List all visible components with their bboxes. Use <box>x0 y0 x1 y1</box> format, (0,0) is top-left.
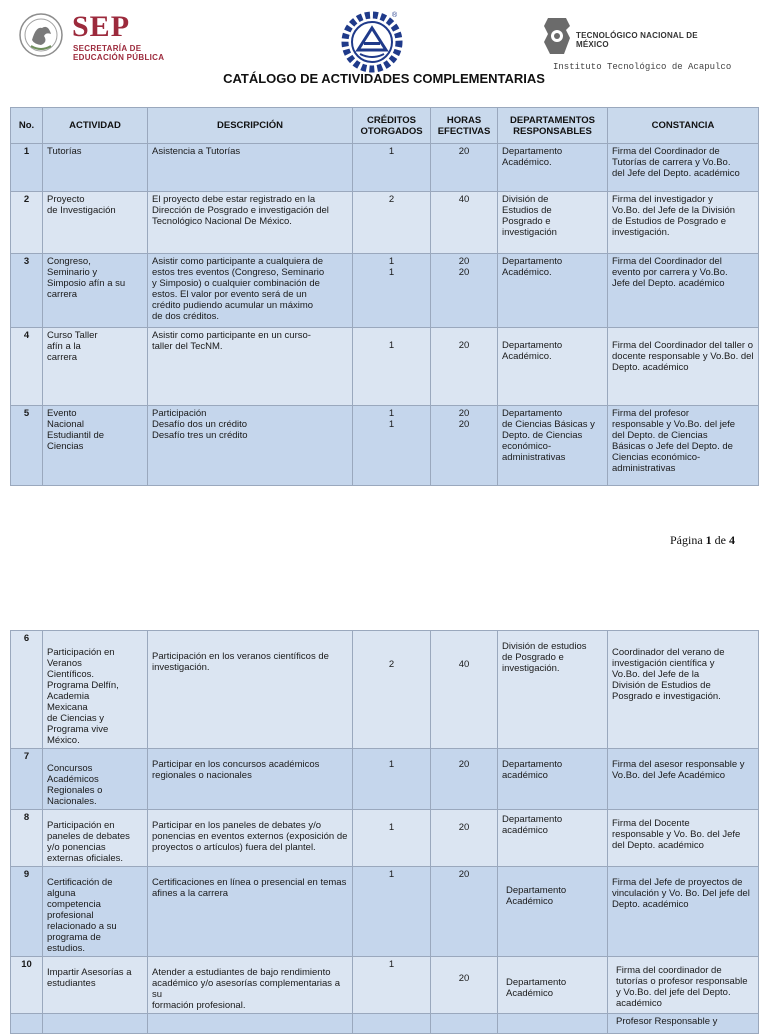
cell-departamento: Departamento Académico. <box>498 254 608 328</box>
cell-actividad: Participación en paneles de debates y/o ponencias externas oficiales. <box>43 810 148 867</box>
cell-creditos: 1 1 <box>353 254 431 328</box>
cell-departamento: División de estudios de Posgrado e investigación. <box>498 631 608 749</box>
cell-descripcion: Asistencia a Tutorías <box>148 144 353 192</box>
cell-descripcion: El proyecto debe estar registrado en la Dirección de Posgrado e investigación del Tecnológico Nacional De México. <box>148 192 353 254</box>
svg-text:®: ® <box>392 12 398 19</box>
page-total: 4 <box>729 533 735 547</box>
cell-constancia: Firma del profesor responsable y Vo.Bo. del jefe del Depto. de Ciencias Básicas o Jefe del Depto. de Ciencias económico- administrativas <box>608 406 759 486</box>
cell-departamento: División de Estudios de Posgrado e investigación <box>498 192 608 254</box>
cell-departamento: Departamento Académico <box>498 957 608 1014</box>
cell-horas: 40 <box>431 192 498 254</box>
page-current: 1 <box>705 533 712 547</box>
table-row <box>11 328 759 406</box>
table-row <box>11 957 759 1014</box>
cell-constancia: Firma del Coordinador del taller o docente responsable y Vo.Bo. del Depto. académico <box>608 328 759 406</box>
tecnm-name: TECNOLÓGICO NACIONAL DE MÉXICO <box>576 31 698 49</box>
cell-descripcion: Asistir como participante en un curso- taller del TecNM. <box>148 328 353 406</box>
header-horas: HORAS EFECTIVAS <box>431 108 498 144</box>
cell-creditos: 1 <box>353 328 431 406</box>
cell-horas: 20 20 <box>431 254 498 328</box>
cell-no: 6 <box>11 631 43 749</box>
cell-constancia: Firma del Coordinador de Tutorías de carrera y Vo.Bo. del Jefe del Depto. académico <box>608 144 759 192</box>
cell-horas: 20 <box>431 749 498 810</box>
mexico-eagle-emblem-icon <box>18 12 64 58</box>
table-header-row <box>11 108 759 144</box>
cell-actividad: Participación en Veranos Científicos. Programa Delfín, Academia Mexicana de Ciencias y Programa vive México. <box>43 631 148 749</box>
sep-wordmark: SEP <box>72 10 131 43</box>
table-row <box>11 144 759 192</box>
document-title: CATÁLOGO DE ACTIVIDADES COMPLEMENTARIAS <box>223 71 545 86</box>
header-constancia: CONSTANCIA <box>608 108 759 144</box>
cell-descripcion: Certificaciones en línea o presencial en temas afines a la carrera <box>148 867 353 957</box>
cell-actividad: Evento Nacional Estudiantil de Ciencias <box>43 406 148 486</box>
cell-creditos: 2 <box>353 192 431 254</box>
cell-horas: 20 20 <box>431 406 498 486</box>
cell-departamento: Departamento académico <box>498 749 608 810</box>
table-row <box>11 254 759 328</box>
cell-creditos: 2 <box>353 631 431 749</box>
cell-actividad: Proyecto de Investigación <box>43 192 148 254</box>
cell-creditos: 1 <box>353 144 431 192</box>
cell-no: 8 <box>11 810 43 867</box>
cell-creditos: 1 1 <box>353 406 431 486</box>
tecnm-gear-icon <box>542 16 572 56</box>
cell-descripcion: Asistir como participante a cualquiera de estos tres eventos (Congreso, Seminario y Simposio) o cualquier combinación de estos. El valor por evento será de un crédito pudiendo acumular un máximo de dos créditos. <box>148 254 353 328</box>
cell-actividad: Concursos Académicos Regionales o Nacionales. <box>43 749 148 810</box>
cell-actividad: Congreso, Seminario y Simposio afín a su carrera <box>43 254 148 328</box>
cell-departamento: Departamento Académico. <box>498 144 608 192</box>
cell-constancia: Firma del Docente responsable y Vo. Bo. del Jefe del Depto. académico <box>608 810 759 867</box>
cell-departamento: Departamento académico <box>498 810 608 867</box>
page-header <box>0 0 768 100</box>
cell-constancia: Firma del asesor responsable y Vo.Bo. del Jefe Académico <box>608 749 759 810</box>
cell-horas: 20 <box>431 957 498 1014</box>
tecnm-logo <box>542 16 732 56</box>
activities-table <box>10 107 759 486</box>
cell-creditos: 1 <box>353 867 431 957</box>
cell-departamento: Departamento Académico <box>498 867 608 957</box>
cell-constancia: Firma del coordinador de tutorías o profesor responsable y Vo.Bo. del jefe del Depto. académico <box>608 957 759 1014</box>
cell-no: 2 <box>11 192 43 254</box>
instituto-name: Instituto Tecnológico de Acapulco <box>553 62 732 72</box>
page-middle: de <box>711 533 729 547</box>
cell-no: 7 <box>11 749 43 810</box>
cell-constancia: Firma del Jefe de proyectos de vinculación y Vo. Bo. Del jefe del Depto. académico <box>608 867 759 957</box>
table-row <box>11 192 759 254</box>
cell-horas: 20 <box>431 810 498 867</box>
table-row <box>11 631 759 749</box>
cell-no: 1 <box>11 144 43 192</box>
cell-horas: 20 <box>431 328 498 406</box>
cell-no: 9 <box>11 867 43 957</box>
cell-descripcion: Participar en los concursos académicos regionales o nacionales <box>148 749 353 810</box>
cell-no: 5 <box>11 406 43 486</box>
activities-table-continued <box>10 630 759 1034</box>
cell-no: 4 <box>11 328 43 406</box>
cell-creditos: 1 <box>353 957 431 1014</box>
cell-constancia: Coordinador del verano de investigación científica y Vo.Bo. del Jefe de la División de Estudios de Posgrado e investigación. <box>608 631 759 749</box>
cell-horas: 20 <box>431 867 498 957</box>
cell-departamento: Departamento Académico. <box>498 328 608 406</box>
cell-descripcion: Atender a estudiantes de bajo rendimiento académico y/o asesorías complementarias a su formación profesional. <box>148 957 353 1014</box>
table-row <box>11 749 759 810</box>
cell-departamento: Departamento de Ciencias Básicas y Depto. de Ciencias económico- administrativas <box>498 406 608 486</box>
cell-creditos: 1 <box>353 749 431 810</box>
header-creditos: CRÉDITOS OTORGADOS <box>353 108 431 144</box>
header-no: No. <box>11 108 43 144</box>
header-actividad: ACTIVIDAD <box>43 108 148 144</box>
page-number <box>670 533 735 548</box>
cell-no: 3 <box>11 254 43 328</box>
header-departamentos: DEPARTAMENTOS RESPONSABLES <box>498 108 608 144</box>
acapulco-institute-logo-icon <box>340 10 404 74</box>
header-descripcion: DESCRIPCIÓN <box>148 108 353 144</box>
cell-horas: 20 <box>431 144 498 192</box>
cell-actividad: Curso Taller afín a la carrera <box>43 328 148 406</box>
cell-constancia: Firma del investigador y Vo.Bo. del Jefe de la División de Estudios de Posgrado e investigación. <box>608 192 759 254</box>
table-row <box>11 406 759 486</box>
cell-horas: 40 <box>431 631 498 749</box>
cell-descripcion: Participación en los veranos científicos de investigación. <box>148 631 353 749</box>
page-prefix: Página <box>670 533 706 547</box>
cell-actividad: Certificación de alguna competencia profesional relacionado a su programa de estudios. <box>43 867 148 957</box>
table-row <box>11 867 759 957</box>
cell-descripcion: Participación Desafío dos un crédito Desafío tres un crédito <box>148 406 353 486</box>
sep-logo <box>18 12 178 64</box>
cell-creditos: 1 <box>353 810 431 867</box>
cell-constancia: Profesor Responsable y <box>608 1014 759 1034</box>
table-row <box>11 810 759 867</box>
cell-descripcion: Participar en los paneles de debates y/o ponencias en eventos externos (exposición de proyectos o artículos) fuera del plantel. <box>148 810 353 867</box>
cell-actividad: Tutorías <box>43 144 148 192</box>
sep-subtitle: SECRETARÍA DE EDUCACIÓN PÚBLICA <box>73 44 165 62</box>
cell-constancia: Firma del Coordinador del evento por carrera y Vo.Bo. Jefe del Depto. académico <box>608 254 759 328</box>
cell-no: 10 <box>11 957 43 1014</box>
cell-actividad: Impartir Asesorías a estudiantes <box>43 957 148 1014</box>
